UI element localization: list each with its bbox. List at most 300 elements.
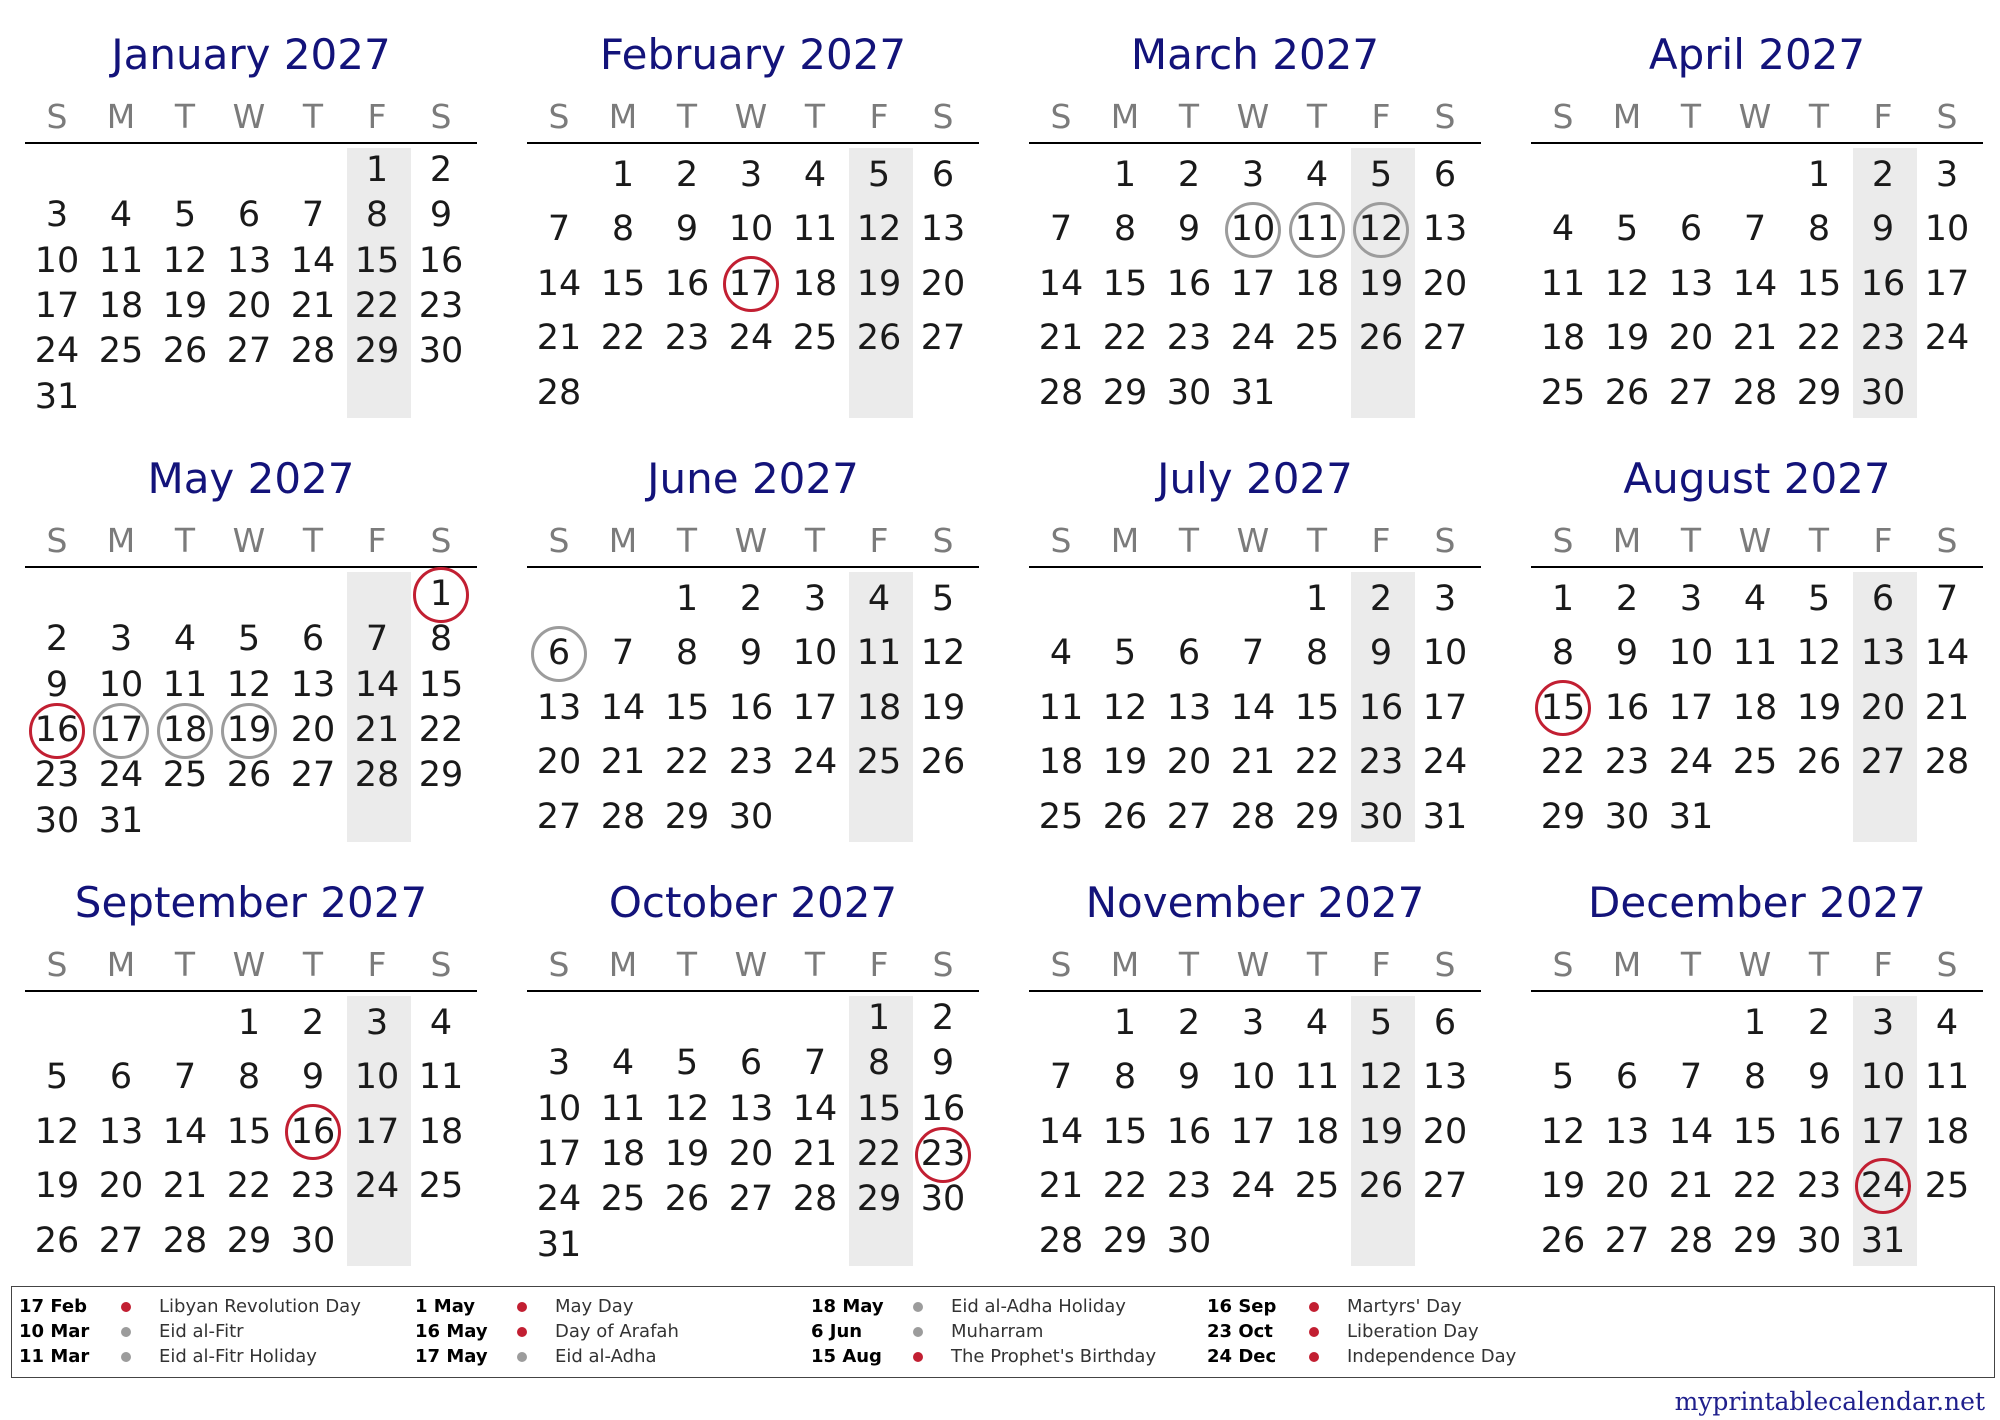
day-cell: 5 (45, 1057, 69, 1098)
weekday-header: W (1236, 521, 1270, 560)
day-cell: 6 (1679, 209, 1703, 250)
day-cell: 19 (920, 687, 966, 728)
day-cell: 6 (1177, 633, 1201, 674)
day-cell: 23 (1166, 318, 1212, 359)
day-cell: 16 (664, 263, 710, 304)
day-cell: 26 (1358, 318, 1404, 359)
day-cell: 7 (803, 1043, 827, 1084)
header-divider (1029, 566, 1481, 568)
day-cell: 15 (1102, 263, 1148, 304)
month-december (1531, 866, 1983, 1274)
day-cell: 11 (856, 633, 902, 674)
day-cell: 12 (34, 1111, 80, 1152)
day-cell: 26 (1604, 372, 1650, 413)
day-cell: 11 (162, 664, 208, 705)
day-cell: 23 (728, 742, 774, 783)
legend-entry (415, 1294, 805, 1319)
weekday-header: S (46, 97, 68, 136)
day-cell: 29 (1732, 1220, 1778, 1261)
day-cell: 10 (792, 633, 838, 674)
day-cell: 2 (429, 150, 453, 190)
day-cell: 26 (226, 755, 272, 796)
day-cell: 25 (98, 331, 144, 372)
holiday-circle (93, 703, 149, 759)
day-cell: 1 (365, 150, 389, 190)
weekday-header: T (174, 945, 196, 984)
day-cell: 25 (418, 1166, 464, 1207)
weekday-header: W (1738, 521, 1772, 560)
day-cell: 13 (1668, 263, 1714, 304)
day-cell: 13 (728, 1088, 774, 1129)
day-cell: 17 (1230, 1111, 1276, 1152)
day-cell: 23 (1860, 318, 1906, 359)
day-cell: 14 (1924, 633, 1970, 674)
weekday-header: F (367, 97, 387, 136)
day-cell: 13 (1604, 1111, 1650, 1152)
month-title: August 2027 (1623, 454, 1891, 503)
day-cell: 20 (1860, 687, 1906, 728)
day-cell: 27 (1422, 1166, 1468, 1207)
day-cell: 28 (162, 1220, 208, 1261)
day-cell: 12 (1358, 209, 1404, 250)
day-cell: 16 (418, 240, 464, 281)
day-cell: 8 (1807, 209, 1831, 250)
day-cell: 9 (301, 1057, 325, 1098)
weekday-header: W (232, 97, 266, 136)
legend-holiday-name: May Day (555, 1296, 634, 1317)
day-cell: 15 (1102, 1111, 1148, 1152)
holiday-circle (531, 626, 587, 682)
legend-date: 18 May (811, 1296, 884, 1317)
legend-holiday-name: Libyan Revolution Day (159, 1296, 361, 1317)
weekday-header: S (1552, 521, 1574, 560)
holiday-circle (157, 703, 213, 759)
day-cell: 17 (34, 286, 80, 326)
day-cell: 30 (1166, 1220, 1212, 1261)
day-cell: 20 (290, 710, 336, 750)
day-cell: 14 (536, 263, 582, 304)
day-cell: 30 (1358, 796, 1404, 837)
day-cell: 6 (1871, 579, 1895, 619)
day-cell: 26 (34, 1220, 80, 1261)
day-cell: 20 (1668, 318, 1714, 359)
weekday-header: F (1873, 945, 1893, 984)
day-cell: 3 (1241, 155, 1265, 195)
month-title: December 2027 (1587, 878, 1927, 927)
day-cell: 15 (1796, 263, 1842, 304)
holiday-circle (1289, 202, 1345, 258)
weekday-header: S (548, 97, 570, 136)
holiday-circle (1535, 680, 1591, 736)
weekday-header: T (676, 97, 698, 136)
day-cell: 19 (1540, 1166, 1586, 1207)
day-cell: 10 (1860, 1057, 1906, 1098)
day-cell: 9 (739, 633, 763, 674)
day-cell: 30 (34, 800, 80, 841)
day-cell: 12 (1796, 633, 1842, 674)
day-cell: 25 (1732, 742, 1778, 783)
day-cell: 13 (1860, 633, 1906, 674)
weekday-header: M (1110, 521, 1140, 560)
day-cell: 18 (856, 687, 902, 728)
weekday-header: W (1738, 97, 1772, 136)
day-cell: 3 (1679, 579, 1703, 619)
weekday-header: W (1236, 945, 1270, 984)
month-july (1029, 442, 1481, 850)
weekday-header: T (676, 521, 698, 560)
legend-dot-icon (121, 1352, 131, 1362)
day-cell: 4 (611, 1043, 635, 1084)
day-cell: 30 (728, 796, 774, 837)
day-cell: 5 (173, 195, 197, 236)
day-cell: 16 (1166, 263, 1212, 304)
header-divider (527, 990, 979, 992)
month-title: October 2027 (608, 878, 898, 927)
day-cell: 23 (1358, 742, 1404, 783)
day-cell: 11 (1732, 633, 1778, 674)
legend-dot-icon (1309, 1352, 1319, 1362)
day-cell: 15 (354, 240, 400, 281)
month-title: July 2027 (1157, 454, 1353, 503)
weekday-header: T (1808, 521, 1830, 560)
day-cell: 6 (1615, 1057, 1639, 1098)
month-title: February 2027 (599, 30, 907, 79)
day-cell: 29 (1102, 1220, 1148, 1261)
weekday-header: T (1306, 97, 1328, 136)
day-cell: 2 (675, 155, 699, 195)
day-cell: 15 (600, 263, 646, 304)
header-divider (1531, 142, 1983, 144)
day-cell: 11 (600, 1088, 646, 1129)
day-cell: 6 (301, 619, 325, 660)
weekday-header: S (1936, 521, 1958, 560)
day-cell: 26 (162, 331, 208, 372)
day-cell: 12 (162, 240, 208, 281)
legend-entry (1207, 1344, 1597, 1369)
holiday-circle (1353, 202, 1409, 258)
day-cell: 16 (728, 687, 774, 728)
day-cell: 3 (1871, 1003, 1895, 1043)
day-cell: 25 (1294, 1166, 1340, 1207)
header-divider (25, 566, 477, 568)
day-cell: 21 (290, 286, 336, 326)
weekday-header: T (302, 97, 324, 136)
legend-holiday-name: The Prophet's Birthday (951, 1346, 1157, 1367)
day-cell: 2 (45, 619, 69, 660)
day-cell: 21 (1038, 318, 1084, 359)
day-cell: 29 (664, 796, 710, 837)
weekday-header: S (548, 521, 570, 560)
day-cell: 30 (418, 331, 464, 372)
day-cell: 1 (1807, 155, 1831, 195)
site-watermark[interactable]: myprintablecalendar.net (1674, 1387, 1985, 1416)
day-cell: 6 (1433, 1003, 1457, 1043)
day-cell: 6 (547, 633, 571, 674)
legend-dot-icon (913, 1302, 923, 1312)
weekday-header: W (1738, 945, 1772, 984)
weekday-header: T (804, 521, 826, 560)
day-cell: 16 (920, 1088, 966, 1129)
day-cell: 4 (429, 1003, 453, 1043)
day-cell: 19 (1102, 742, 1148, 783)
day-cell: 19 (226, 710, 272, 750)
weekday-header: S (1552, 945, 1574, 984)
legend-entry (1207, 1319, 1597, 1344)
day-cell: 3 (45, 195, 69, 236)
day-cell: 24 (98, 755, 144, 796)
day-cell: 10 (1924, 209, 1970, 250)
legend-holiday-name: Eid al-Adha Holiday (951, 1296, 1126, 1317)
weekday-header: T (1680, 521, 1702, 560)
day-cell: 18 (1732, 687, 1778, 728)
day-cell: 23 (920, 1134, 966, 1174)
day-cell: 30 (920, 1179, 966, 1220)
weekday-header: S (1936, 945, 1958, 984)
legend-entry (811, 1344, 1201, 1369)
day-cell: 31 (1422, 796, 1468, 837)
day-cell: 27 (290, 755, 336, 796)
day-cell: 1 (1113, 155, 1137, 195)
day-cell: 22 (600, 318, 646, 359)
weekday-header: F (869, 97, 889, 136)
weekday-header: S (548, 945, 570, 984)
day-cell: 19 (162, 286, 208, 326)
legend-dot-icon (121, 1302, 131, 1312)
day-cell: 24 (536, 1179, 582, 1220)
legend-entry (415, 1319, 805, 1344)
day-cell: 8 (365, 195, 389, 236)
day-cell: 8 (237, 1057, 261, 1098)
weekday-header: S (1434, 945, 1456, 984)
day-cell: 19 (1604, 318, 1650, 359)
day-cell: 29 (1796, 372, 1842, 413)
day-cell: 15 (1732, 1111, 1778, 1152)
day-cell: 24 (1422, 742, 1468, 783)
day-cell: 21 (792, 1134, 838, 1174)
day-cell: 4 (1551, 209, 1575, 250)
weekday-header: F (367, 521, 387, 560)
day-cell: 5 (675, 1043, 699, 1084)
day-cell: 5 (1551, 1057, 1575, 1098)
weekday-header: T (804, 97, 826, 136)
day-cell: 18 (792, 263, 838, 304)
day-cell: 25 (792, 318, 838, 359)
day-cell: 4 (1049, 633, 1073, 674)
weekday-header: M (608, 945, 638, 984)
month-title: September 2027 (74, 878, 428, 927)
day-cell: 26 (1102, 796, 1148, 837)
day-cell: 30 (290, 1220, 336, 1261)
day-cell: 17 (1422, 687, 1468, 728)
day-cell: 24 (728, 318, 774, 359)
day-cell: 11 (1540, 263, 1586, 304)
holiday-circle (285, 1104, 341, 1160)
weekday-header: T (1178, 521, 1200, 560)
day-cell: 30 (1796, 1220, 1842, 1261)
legend-holiday-name: Muharram (951, 1321, 1044, 1342)
day-cell: 1 (1113, 1003, 1137, 1043)
day-cell: 14 (1732, 263, 1778, 304)
day-cell: 21 (536, 318, 582, 359)
day-cell: 10 (536, 1088, 582, 1129)
day-cell: 26 (1358, 1166, 1404, 1207)
weekday-header: T (174, 521, 196, 560)
legend-dot-icon (1309, 1327, 1319, 1337)
day-cell: 8 (867, 1043, 891, 1084)
day-cell: 18 (1924, 1111, 1970, 1152)
day-cell: 14 (600, 687, 646, 728)
legend-entry (1207, 1294, 1597, 1319)
day-cell: 7 (301, 195, 325, 236)
day-cell: 5 (1369, 1003, 1393, 1043)
day-cell: 7 (1049, 1057, 1073, 1098)
day-cell: 28 (1924, 742, 1970, 783)
day-cell: 19 (1796, 687, 1842, 728)
day-cell: 14 (1230, 687, 1276, 728)
legend-date: 15 Aug (811, 1346, 882, 1367)
day-cell: 20 (728, 1134, 774, 1174)
day-cell: 29 (1294, 796, 1340, 837)
day-cell: 19 (1358, 1111, 1404, 1152)
month-title: April 2027 (1648, 30, 1866, 79)
day-cell: 3 (1241, 1003, 1265, 1043)
day-cell: 4 (1305, 1003, 1329, 1043)
day-cell: 14 (162, 1111, 208, 1152)
day-cell: 16 (1796, 1111, 1842, 1152)
weekday-header: T (174, 97, 196, 136)
day-cell: 22 (1294, 742, 1340, 783)
month-august (1531, 442, 1983, 850)
day-cell: 28 (290, 331, 336, 372)
day-cell: 30 (1860, 372, 1906, 413)
day-cell: 5 (1807, 579, 1831, 619)
weekday-header: S (932, 945, 954, 984)
legend-holiday-name: Day of Arafah (555, 1321, 679, 1342)
day-cell: 25 (162, 755, 208, 796)
day-cell: 22 (1732, 1166, 1778, 1207)
day-cell: 9 (1807, 1057, 1831, 1098)
day-cell: 13 (536, 687, 582, 728)
day-cell: 24 (792, 742, 838, 783)
day-cell: 28 (1038, 1220, 1084, 1261)
day-cell: 8 (1305, 633, 1329, 674)
day-cell: 1 (675, 579, 699, 619)
weekday-header: T (676, 945, 698, 984)
day-cell: 20 (98, 1166, 144, 1207)
day-cell: 27 (1668, 372, 1714, 413)
day-cell: 12 (664, 1088, 710, 1129)
weekday-header: T (302, 521, 324, 560)
day-cell: 20 (920, 263, 966, 304)
day-cell: 11 (1038, 687, 1084, 728)
day-cell: 9 (1177, 1057, 1201, 1098)
weekday-header: S (1050, 945, 1072, 984)
day-cell: 26 (1540, 1220, 1586, 1261)
day-cell: 2 (931, 998, 955, 1038)
day-cell: 24 (1924, 318, 1970, 359)
legend-date: 17 May (415, 1346, 488, 1367)
day-cell: 25 (600, 1179, 646, 1220)
day-cell: 9 (1177, 209, 1201, 250)
day-cell: 27 (1604, 1220, 1650, 1261)
day-cell: 27 (226, 331, 272, 372)
day-cell: 1 (611, 155, 635, 195)
day-cell: 14 (1668, 1111, 1714, 1152)
day-cell: 24 (1860, 1166, 1906, 1207)
month-title: May 2027 (147, 454, 355, 503)
day-cell: 6 (237, 195, 261, 236)
day-cell: 19 (664, 1134, 710, 1174)
legend-dot-icon (517, 1302, 527, 1312)
day-cell: 18 (1294, 1111, 1340, 1152)
day-cell: 9 (931, 1043, 955, 1084)
weekday-header: M (106, 97, 136, 136)
day-cell: 28 (1668, 1220, 1714, 1261)
day-cell: 29 (1540, 796, 1586, 837)
day-cell: 16 (1166, 1111, 1212, 1152)
weekday-header: W (232, 521, 266, 560)
holiday-circle (1225, 202, 1281, 258)
day-cell: 14 (290, 240, 336, 281)
day-cell: 7 (1049, 209, 1073, 250)
day-cell: 5 (1369, 155, 1393, 195)
weekday-header: S (430, 945, 452, 984)
day-cell: 2 (739, 579, 763, 619)
day-cell: 11 (418, 1057, 464, 1098)
day-cell: 1 (867, 998, 891, 1038)
weekday-header: S (46, 521, 68, 560)
day-cell: 9 (1369, 633, 1393, 674)
day-cell: 1 (429, 574, 453, 614)
month-october (527, 866, 979, 1274)
weekday-header: M (1612, 521, 1642, 560)
header-divider (1029, 142, 1481, 144)
day-cell: 13 (1166, 687, 1212, 728)
day-cell: 27 (536, 796, 582, 837)
header-divider (527, 142, 979, 144)
month-may (25, 442, 477, 850)
day-cell: 28 (1038, 372, 1084, 413)
day-cell: 16 (1604, 687, 1650, 728)
day-cell: 19 (1358, 263, 1404, 304)
day-cell: 7 (365, 619, 389, 660)
day-cell: 24 (34, 331, 80, 372)
day-cell: 30 (1166, 372, 1212, 413)
weekday-header: S (430, 521, 452, 560)
day-cell: 21 (1230, 742, 1276, 783)
day-cell: 6 (931, 155, 955, 195)
weekday-header: W (734, 97, 768, 136)
day-cell: 16 (1358, 687, 1404, 728)
legend-holiday-name: Eid al-Fitr Holiday (159, 1346, 317, 1367)
day-cell: 22 (1102, 1166, 1148, 1207)
header-divider (25, 142, 477, 144)
legend-date: 16 Sep (1207, 1296, 1277, 1317)
weekday-header: T (302, 945, 324, 984)
day-cell: 3 (1433, 579, 1457, 619)
legend-holiday-name: Martyrs' Day (1347, 1296, 1462, 1317)
weekday-header: W (1236, 97, 1270, 136)
holiday-circle (29, 703, 85, 759)
weekday-header: M (1110, 97, 1140, 136)
day-cell: 21 (1732, 318, 1778, 359)
day-cell: 23 (664, 318, 710, 359)
day-cell: 12 (856, 209, 902, 250)
legend-dot-icon (517, 1352, 527, 1362)
day-cell: 21 (354, 710, 400, 750)
day-cell: 23 (1796, 1166, 1842, 1207)
day-cell: 9 (1871, 209, 1895, 250)
